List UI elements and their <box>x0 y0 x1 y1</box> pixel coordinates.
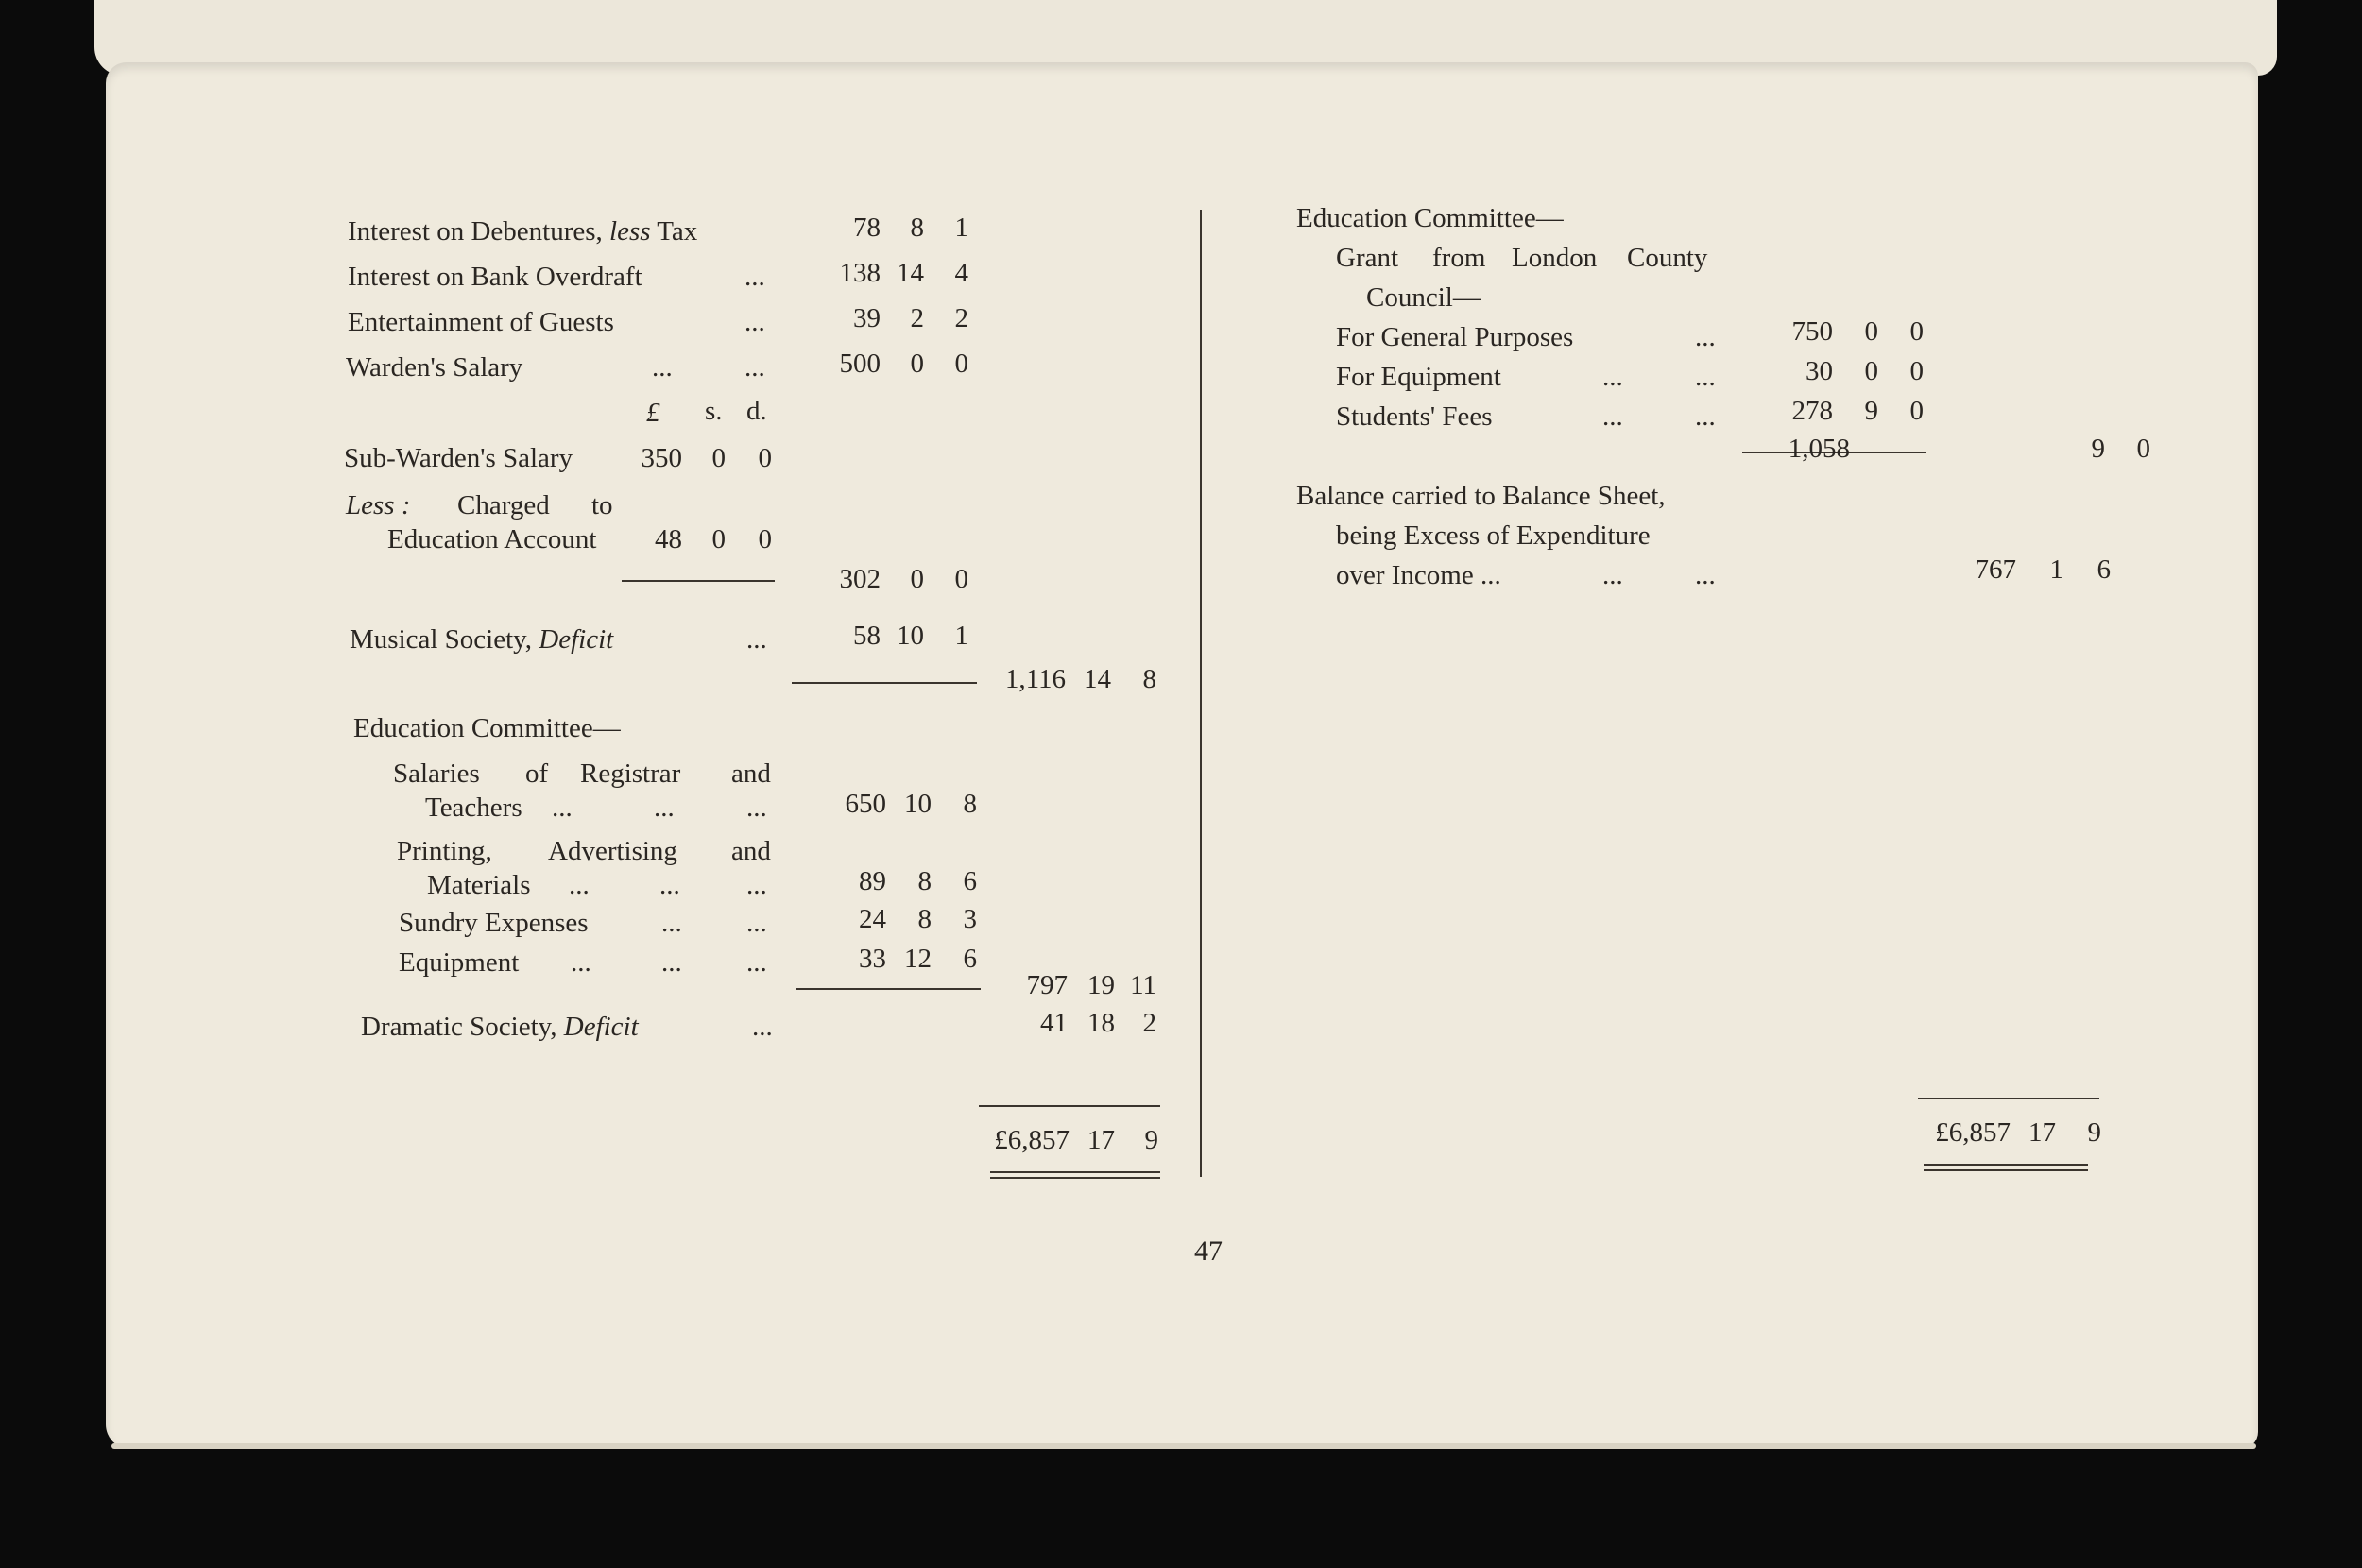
pounds-value: 650 <box>845 789 886 819</box>
total-pence: 9 <box>1144 1125 1158 1155</box>
pounds-value: 78 <box>853 213 881 243</box>
entry-label: Materials <box>427 870 531 900</box>
pounds-value: 24 <box>859 904 886 934</box>
subtotal-rule <box>622 580 775 582</box>
shillings-value: 9 <box>2091 434 2105 464</box>
total-double-rule <box>1924 1164 2088 1171</box>
total-rule <box>1918 1098 2099 1099</box>
total-shillings: 17 <box>1087 1125 1115 1155</box>
pence-value: 0 <box>1909 396 1924 426</box>
entry-label: of <box>525 758 549 789</box>
total-pounds: £6,857 <box>1935 1117 2011 1148</box>
leader-dots: ... <box>746 624 767 655</box>
entry-label: Sundry Expenses <box>399 908 589 938</box>
shillings-header: s. <box>705 396 723 426</box>
leader-dots: ... <box>1602 401 1623 432</box>
entry-label: from <box>1432 243 1486 273</box>
page-bottom-edge <box>111 1443 2256 1449</box>
pounds-value: 41 <box>1040 1008 1068 1038</box>
pounds-value: 48 <box>655 524 682 554</box>
entry-label-italic: less <box>609 216 651 247</box>
pence-value: 0 <box>1909 356 1924 386</box>
shillings-value: 9 <box>1864 396 1878 426</box>
pence-value: 0 <box>758 443 772 473</box>
leader-dots: ... <box>1695 560 1716 590</box>
total-pence: 9 <box>2087 1117 2101 1148</box>
leader-dots: ... <box>745 307 765 337</box>
entry-label-text: Interest on Debentures, <box>348 216 610 247</box>
entry-label-text: Tax <box>650 216 698 247</box>
entry-label <box>350 623 613 656</box>
shillings-value: 0 <box>910 564 924 594</box>
total-shillings: 17 <box>2028 1117 2056 1148</box>
shillings-value: 0 <box>711 524 726 554</box>
entry-label: Registrar <box>580 758 681 789</box>
pounds-value: 1,116 <box>1004 664 1066 694</box>
pence-value: 8 <box>963 789 977 819</box>
leader-dots: ... <box>1695 401 1716 432</box>
entry-label: and <box>731 836 771 866</box>
leader-dots: ... <box>746 870 767 900</box>
pounds-value: 89 <box>859 866 886 896</box>
entry-label: London <box>1512 243 1598 273</box>
entry-label: Sub-Warden's Salary <box>344 443 573 473</box>
column-divider <box>1200 210 1202 1177</box>
leader-dots: ... <box>1695 362 1716 392</box>
pence-value: 2 <box>954 303 968 333</box>
pence-value: 1 <box>954 213 968 243</box>
entry-label: Salaries <box>393 758 480 789</box>
entry-label: For Equipment <box>1336 362 1501 392</box>
pence-header: d. <box>746 396 767 426</box>
leader-dots: ... <box>745 262 765 292</box>
leader-dots: ... <box>745 352 765 383</box>
pounds-value: 797 <box>1026 970 1068 1000</box>
pounds-value: 302 <box>839 564 881 594</box>
entry-label-text: Dramatic Society, <box>361 1012 564 1042</box>
shillings-value: 2 <box>910 303 924 333</box>
pounds-value: 39 <box>853 303 881 333</box>
leader-dots: ... <box>571 947 591 978</box>
pounds-value: 350 <box>641 443 682 473</box>
entry-label <box>348 215 697 247</box>
leader-dots: ... <box>661 908 682 938</box>
pence-value: 6 <box>963 944 977 974</box>
entry-label-text: Musical Society, <box>350 624 539 655</box>
entry-label-italic: Deficit <box>563 1012 639 1042</box>
shillings-value: 1 <box>2049 554 2063 585</box>
entry-label: Grant <box>1336 243 1399 273</box>
section-heading: Education Committee— <box>353 713 621 743</box>
entry-label: Balance carried to Balance Sheet, <box>1296 481 1666 511</box>
pence-value: 2 <box>1142 1008 1156 1038</box>
pence-value: 0 <box>954 564 968 594</box>
total-double-rule <box>990 1171 1160 1179</box>
pence-value: 1 <box>954 621 968 651</box>
pounds-value: 1,058 <box>1788 434 1850 464</box>
leader-dots: ... <box>746 947 767 978</box>
leader-dots: ... <box>654 793 675 823</box>
pence-value: 0 <box>954 349 968 379</box>
leader-dots: ... <box>659 870 680 900</box>
pounds-value: 58 <box>853 621 881 651</box>
leader-dots: ... <box>569 870 590 900</box>
pence-value: 3 <box>963 904 977 934</box>
leader-dots: ... <box>1602 560 1623 590</box>
entry-label: Printing, <box>397 836 492 866</box>
shillings-value: 8 <box>910 213 924 243</box>
shillings-value: 14 <box>1084 664 1111 694</box>
entry-label: Council— <box>1366 282 1481 313</box>
shillings-value: 12 <box>904 944 932 974</box>
entry-label: County <box>1627 243 1708 273</box>
leader-dots: ... <box>1602 362 1623 392</box>
shillings-value: 10 <box>904 789 932 819</box>
section-heading: Education Committee— <box>1296 203 1564 233</box>
shillings-value: 8 <box>917 904 932 934</box>
page-number: 47 <box>1194 1236 1223 1267</box>
leader-dots: ... <box>552 793 573 823</box>
pounds-value: 750 <box>1791 316 1833 347</box>
shillings-value: 14 <box>897 258 924 288</box>
pence-value: 0 <box>1909 316 1924 347</box>
pence-value: 0 <box>758 524 772 554</box>
pounds-value: 138 <box>839 258 881 288</box>
leader-dots: ... <box>661 947 682 978</box>
shillings-value: 19 <box>1087 970 1115 1000</box>
entry-label: Entertainment of Guests <box>348 307 614 337</box>
pounds-value: 278 <box>1791 396 1833 426</box>
entry-label: over Income ... <box>1336 560 1501 590</box>
shillings-value: 10 <box>897 621 924 651</box>
leader-dots: ... <box>752 1012 773 1042</box>
pence-value: 6 <box>2097 554 2111 585</box>
leader-dots: ... <box>746 793 767 823</box>
entry-label: Students' Fees <box>1336 401 1493 432</box>
entry-label: being Excess of Expenditure <box>1336 520 1651 551</box>
entry-label <box>361 1011 639 1043</box>
entry-label: Charged <box>457 490 550 520</box>
pence-value: 11 <box>1130 970 1156 1000</box>
entry-label: Equipment <box>399 947 520 978</box>
entry-label: Teachers <box>425 793 522 823</box>
shillings-value: 0 <box>910 349 924 379</box>
pounds-value: 767 <box>1975 554 2016 585</box>
leader-dots: ... <box>652 352 673 383</box>
entry-label: For General Purposes <box>1336 322 1574 352</box>
shillings-value: 18 <box>1087 1008 1115 1038</box>
entry-label: and <box>731 758 771 789</box>
total-rule <box>979 1105 1160 1107</box>
pounds-value: 33 <box>859 944 886 974</box>
entry-label: to <box>591 490 613 520</box>
shillings-value: 0 <box>711 443 726 473</box>
pence-value: 0 <box>2136 434 2150 464</box>
shillings-value: 0 <box>1864 356 1878 386</box>
entry-label-italic: Deficit <box>539 624 614 655</box>
entry-label: Advertising <box>548 836 677 866</box>
leader-dots: ... <box>746 908 767 938</box>
pounds-value: 30 <box>1806 356 1833 386</box>
total-pounds: £6,857 <box>994 1125 1070 1155</box>
shillings-value: 8 <box>917 866 932 896</box>
entry-label: Education Account <box>387 524 597 554</box>
leader-dots: ... <box>1695 322 1716 352</box>
shillings-value: 0 <box>1864 316 1878 347</box>
pounds-value: 500 <box>839 349 881 379</box>
entry-label: Warden's Salary <box>346 352 523 383</box>
pounds-header: £ <box>646 398 660 428</box>
pence-value: 4 <box>954 258 968 288</box>
subtotal-rule <box>796 988 981 990</box>
pence-value: 8 <box>1142 664 1156 694</box>
entry-label-italic: Less : <box>346 490 411 520</box>
entry-label: Interest on Bank Overdraft <box>348 262 642 292</box>
subtotal-rule <box>792 682 977 684</box>
pence-value: 6 <box>963 866 977 896</box>
